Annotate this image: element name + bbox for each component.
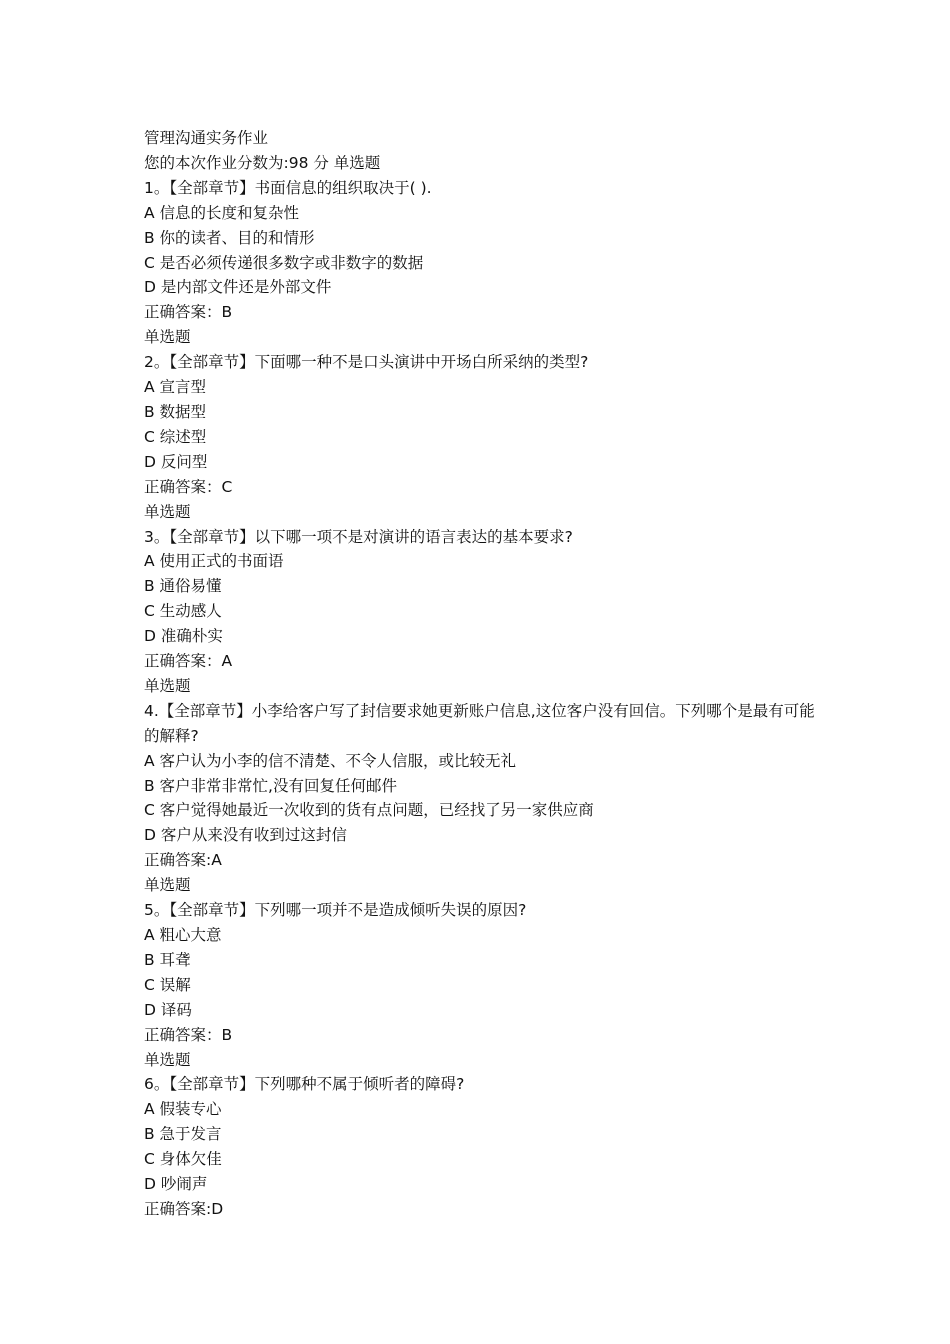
correct-answer: 正确答案：A <box>144 652 233 671</box>
option-b: B 数据型 <box>144 402 207 421</box>
question-block <box>144 525 824 699</box>
correct-answer: 正确答案：B <box>144 303 233 322</box>
option-b: B 你的读者、目的和情形 <box>144 228 315 247</box>
option-d: D 客户从来没有收到过这封信 <box>144 826 347 845</box>
option-b: B 通俗易懂 <box>144 577 222 596</box>
score-line: 您的本次作业分数为:98 分 单选题 <box>144 153 381 172</box>
option-a: A 粗心大意 <box>144 926 222 944</box>
correct-answer: 正确答案:A <box>144 851 222 870</box>
option-a: A 信息的长度和复杂性 <box>144 203 300 222</box>
option-c: C 误解 <box>144 975 191 994</box>
option-a: A 假装专心 <box>144 1100 222 1119</box>
option-d: D 译码 <box>144 1000 192 1019</box>
option-a: A 宣言型 <box>144 378 207 397</box>
option-c: C 生动感人 <box>144 602 222 621</box>
option-b: B 客户非常非常忙,没有回复任何邮件 <box>144 776 397 795</box>
question-type: 单选题 <box>144 502 191 521</box>
option-d: D 是内部文件还是外部文件 <box>144 278 332 297</box>
document-title: 管理沟通实务作业 <box>144 129 269 147</box>
question-text: 2。【全部章节】下面哪一种不是口头演讲中开场白所采纳的类型? <box>144 353 589 372</box>
correct-answer: 正确答案：C <box>144 477 233 496</box>
correct-answer: 正确答案:D <box>144 1199 224 1218</box>
question-text: 4.【全部章节】小李给客户写了封信要求她更新账户信息,这位客户没有回信。下列哪个是最有可能的解释? <box>144 701 815 745</box>
question-text: 6。【全部章节】下列哪种不属于倾听者的障碍? <box>144 1075 465 1094</box>
question-text: 1。【全部章节】书面信息的组织取决于( ). <box>144 178 432 197</box>
option-d: D 吵闹声 <box>144 1175 208 1194</box>
option-b: B 耳聋 <box>144 950 191 969</box>
question-text: 5。【全部章节】下列哪一项并不是造成倾听失误的原因? <box>144 901 527 920</box>
question-type: 单选题 <box>144 876 191 895</box>
option-c: C 身体欠佳 <box>144 1150 222 1169</box>
question-type: 单选题 <box>144 676 191 695</box>
option-d: D 反问型 <box>144 452 208 471</box>
question-block <box>144 176 824 350</box>
question-block <box>144 898 824 1072</box>
correct-answer: 正确答案：B <box>144 1025 233 1044</box>
option-c: C 综述型 <box>144 427 207 446</box>
option-b: B 急于发言 <box>144 1125 222 1144</box>
question-type: 单选题 <box>144 328 191 347</box>
document-page <box>144 126 824 1222</box>
option-c: C 是否必须传递很多数字或非数字的数据 <box>144 253 424 272</box>
question-block <box>144 1072 824 1221</box>
question-type: 单选题 <box>144 1050 191 1069</box>
question-text: 3。【全部章节】以下哪一项不是对演讲的语言表达的基本要求? <box>144 527 573 546</box>
option-d: D 准确朴实 <box>144 627 223 646</box>
option-a: A 使用正式的书面语 <box>144 552 284 571</box>
question-block <box>144 350 824 524</box>
question-block <box>144 699 824 898</box>
option-a: A 客户认为小李的信不清楚、不令人信服，或比较无礼 <box>144 751 517 770</box>
option-c: C 客户觉得她最近一次收到的货有点问题，已经找了另一家供应商 <box>144 801 594 820</box>
